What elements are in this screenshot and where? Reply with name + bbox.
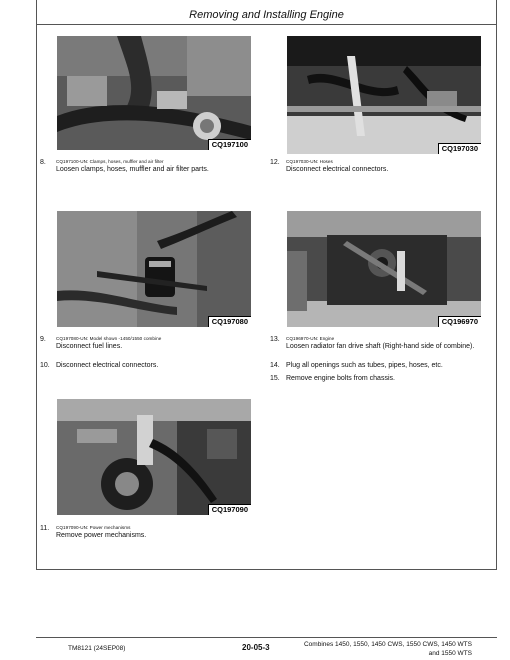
photo-tag: CQ197100 xyxy=(208,139,251,150)
photo-tag: CQ197080 xyxy=(208,316,251,327)
photo-hoses xyxy=(287,36,481,154)
step-text: Plug all openings such as tubes, pipes, hoses, etc. xyxy=(286,362,443,369)
footer-models-line1: Combines 1450, 1550, 1450 CWS, 1550 CWS, 1450 WTS xyxy=(303,641,472,648)
step-body xyxy=(286,335,474,351)
photo-tag: CQ197090 xyxy=(208,504,251,515)
title-divider xyxy=(36,24,497,25)
figure-caption: CQ197100-UN: Clamps, hoses, muffler and air filter xyxy=(56,159,164,164)
figure-caption: CQ197080-UN: Model shown -1450/1550 combine xyxy=(56,336,162,341)
step-number: 10. xyxy=(40,362,50,369)
page-title: Removing and Installing Engine xyxy=(189,9,344,21)
step-number: 15. xyxy=(270,375,280,382)
step-body xyxy=(56,524,146,540)
step-number: 12. xyxy=(270,159,280,166)
step-body xyxy=(56,335,161,351)
photo-engine-image xyxy=(287,211,481,327)
step-number: 11. xyxy=(40,525,50,532)
step-number: 13. xyxy=(270,336,280,343)
step-text: Loosen clamps, hoses, muffler and air filter parts. xyxy=(56,166,209,173)
photo-clamps-hoses-image xyxy=(57,36,251,150)
photo-fuel-lines-image xyxy=(57,211,251,327)
photo-power-mechanisms xyxy=(57,399,251,515)
step-text: Disconnect electrical connectors. xyxy=(56,362,159,369)
photo-power-mechanisms-image xyxy=(57,399,251,515)
step-text: Remove engine bolts from chassis. xyxy=(286,375,395,382)
footer-page-number: 20-05-3 xyxy=(242,643,270,652)
footer-models xyxy=(300,640,472,658)
photo-engine xyxy=(287,211,481,327)
step-number: 14. xyxy=(270,362,280,369)
step-body xyxy=(56,158,209,174)
step-body xyxy=(286,158,388,174)
figure-caption: CQ197090-UN: Power mechanisms xyxy=(56,525,131,530)
footer-doc-id: TM8121 (24SEP08) xyxy=(68,645,126,652)
step-text: Disconnect fuel lines. xyxy=(56,343,123,350)
photo-hoses-image xyxy=(287,36,481,154)
step-text: Remove power mechanisms. xyxy=(56,532,147,539)
photo-fuel-lines xyxy=(57,211,251,327)
figure-caption: CQ197030-UN: Hoses xyxy=(286,159,333,164)
photo-tag: CQ197030 xyxy=(438,143,481,154)
step-text: Loosen radiator fan drive shaft (Right-hand side of combine). xyxy=(286,343,475,350)
step-number: 8. xyxy=(40,159,46,166)
photo-clamps-hoses xyxy=(57,36,251,150)
step-text: Disconnect electrical connectors. xyxy=(286,166,389,173)
footer-models-line2: and 1550 WTS xyxy=(428,650,472,657)
figure-caption: CQ196970-UN: Engine xyxy=(286,336,335,341)
step-number: 9. xyxy=(40,336,46,343)
footer-divider xyxy=(36,637,497,638)
photo-tag: CQ196970 xyxy=(438,316,481,327)
